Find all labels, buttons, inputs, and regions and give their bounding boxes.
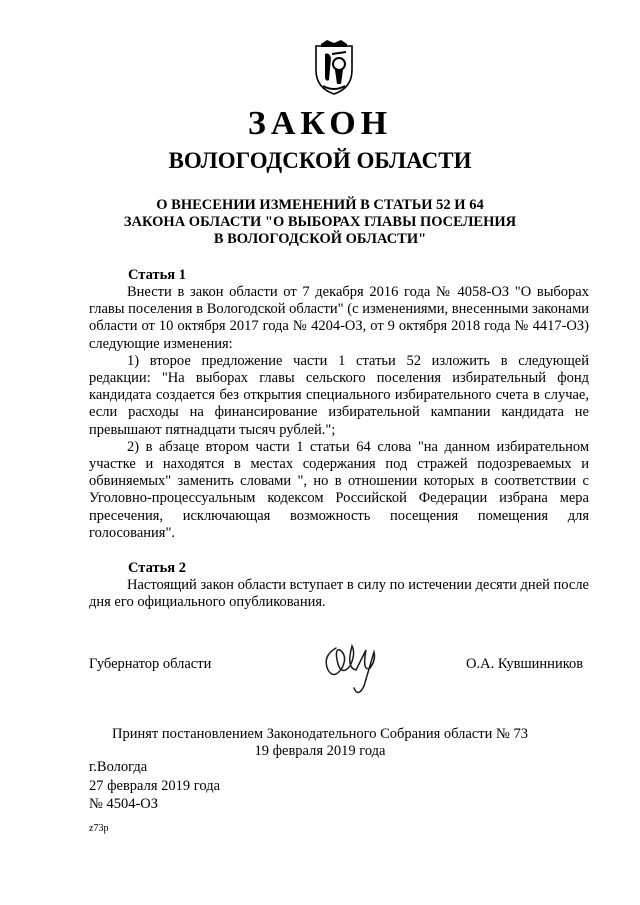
subject-line: В ВОЛОГОДСКОЙ ОБЛАСТИ" [213,231,427,247]
article-paragraph: Внести в закон области от 7 декабря 2016 года № 4058-ОЗ "О выборах главы поселения в Вологодской области" (с изменениями, внесенными законами области от 10 октября 2017 года № 4204-ОЗ, от 9 октября 2018 года № 4417-ОЗ) следующие изменения: [89,284,589,352]
signature-label: Губернатор области [89,656,212,672]
article-1-body [89,284,589,542]
place-and-date [89,758,220,814]
region-title: ВОЛОГОДСКОЙ ОБЛАСТИ [168,148,472,173]
article-paragraph: 2) в абзаце втором части 1 статьи 64 слова "на данном избирательном участке и находятся в местах содержания под стражей подозреваемых и обвиняемых" заменить словами ", но в отношении которых в соответствии с Уголовно-процессуальным кодексом Российской Федерации избрана мера пресечения, исключающая возможность посещения помещения для голосования". [89,438,589,541]
article-1-heading: Статья 1 [128,267,186,283]
footer-code: z73p [89,823,109,834]
article-2-body [89,577,589,611]
article-paragraph: Настоящий закон области вступает в силу по истечении десяти дней после дня его официального опубликования. [89,577,589,611]
law-subject [80,197,560,248]
adoption-date: 19 февраля 2019 года [254,743,386,759]
law-title: ЗАКОН [247,105,393,142]
city: г.Вологда [89,759,148,775]
adoption-line: Принят постановлением Законодательного Собрания области № 73 [112,726,528,742]
article-paragraph: 1) второе предложение части 1 статьи 52 изложить в следующей редакции: "На выборах главы сельского поселения избирательный фонд кандидата создается без открытия специального избирательного счета в случае, если расходы на финансирование избирательной кампании кандидата не превышают пятнадцати тысяч рублей."; [89,352,589,438]
signing-date: 27 февраля 2019 года [89,777,221,794]
subject-line: О ВНЕСЕНИИ ИЗМЕНЕНИЙ В СТАТЬИ 52 И 64 [156,197,484,213]
adoption-note [0,726,640,760]
article-2-heading: Статья 2 [128,560,186,576]
subject-line: ЗАКОНА ОБЛАСТИ "О ВЫБОРАХ ГЛАВЫ ПОСЕЛЕНИЯ [123,214,517,230]
handwritten-signature-icon [318,638,388,698]
coat-of-arms-icon [313,40,355,96]
governor-name: О.А. Кувшинников [466,656,584,672]
law-number: № 4504-ОЗ [89,796,159,812]
